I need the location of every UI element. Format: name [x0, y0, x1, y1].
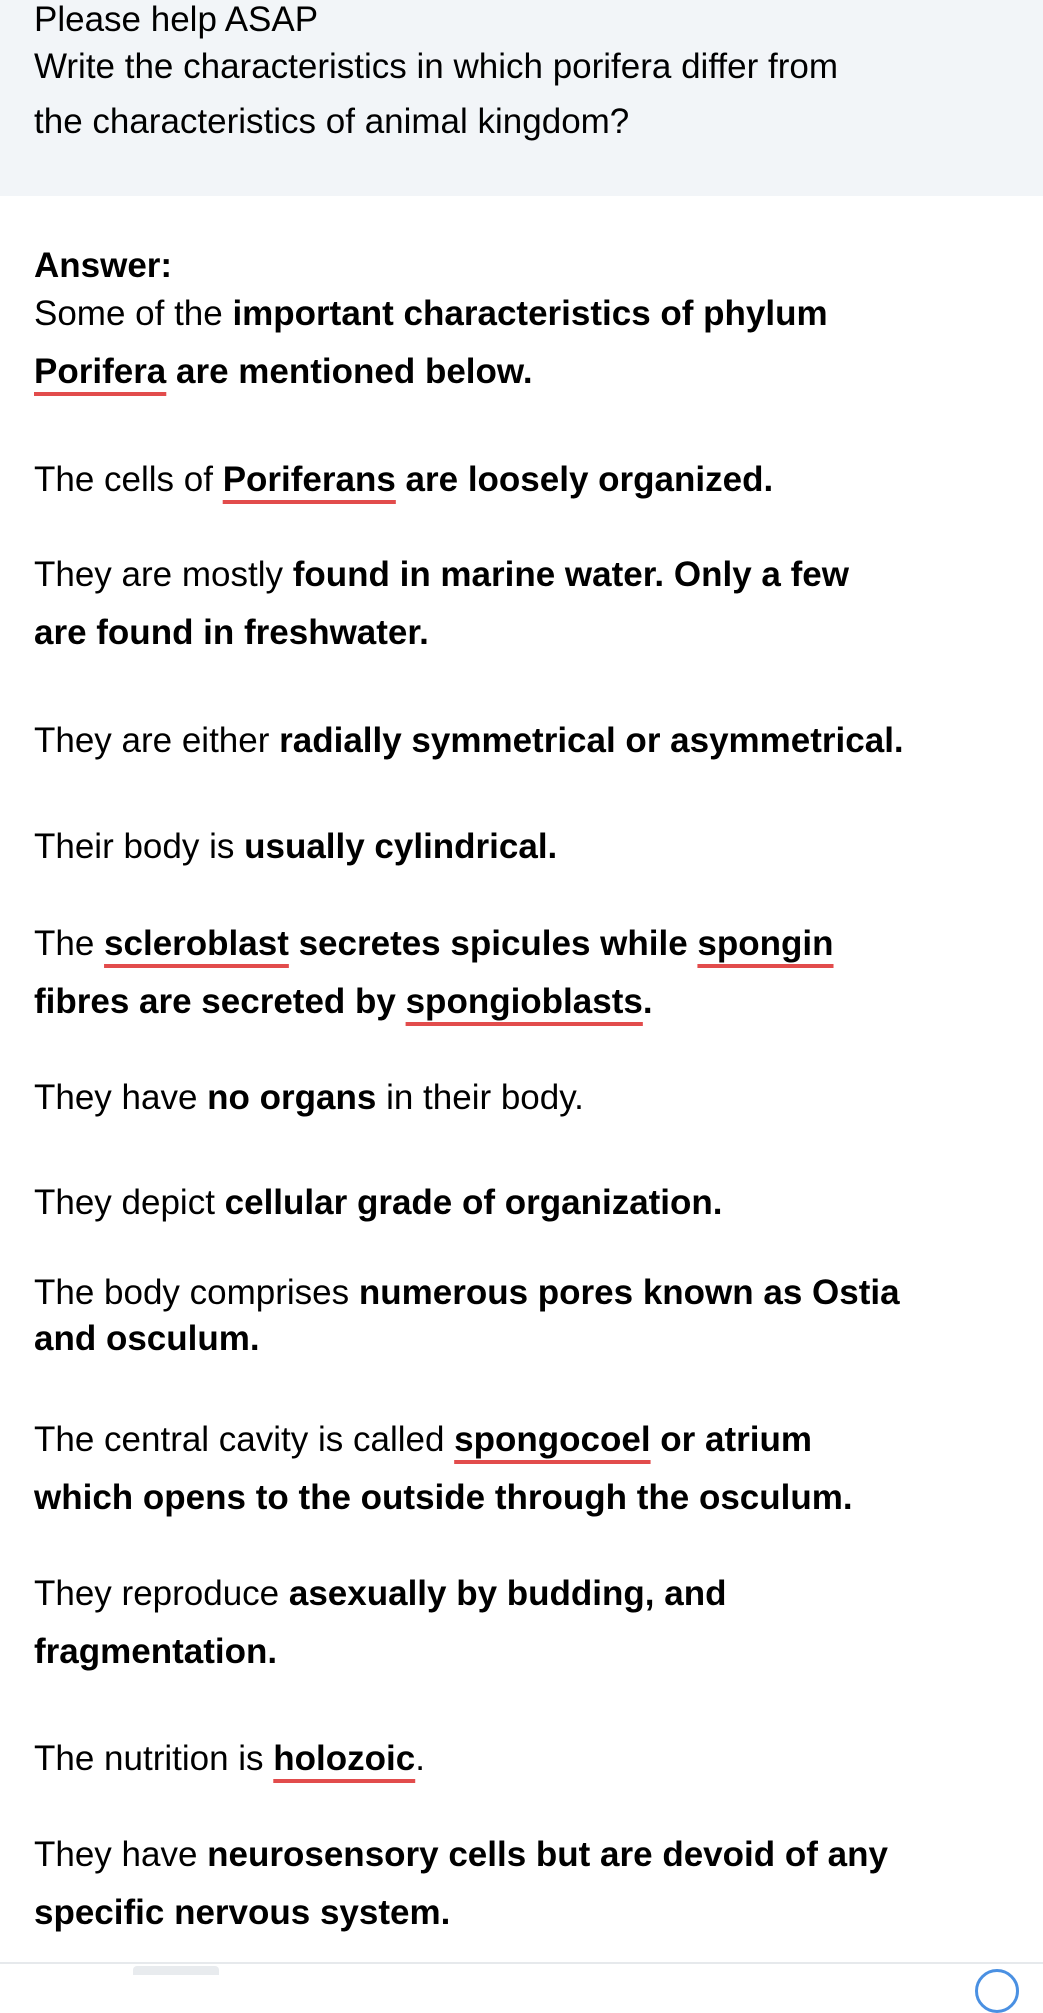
term-link-holozoic[interactable]: holozoic	[273, 1739, 416, 1778]
term-link-porifera[interactable]: Porifera	[34, 352, 167, 391]
answer-paragraph-nutrition	[34, 1730, 1034, 1788]
text-bold: are mentioned below.	[166, 352, 533, 391]
text: Some of the	[34, 294, 233, 333]
answer-paragraph-nervous-system	[34, 1826, 1034, 1942]
term-link-poriferans[interactable]: Poriferans	[222, 460, 396, 499]
text-bold: no organs	[207, 1078, 377, 1117]
text: The cells of	[34, 460, 223, 499]
bottom-divider	[0, 1962, 1043, 1964]
text: The body comprises	[34, 1273, 359, 1312]
answer-paragraph-organization	[34, 1174, 1034, 1232]
text: They depict	[34, 1183, 225, 1222]
answer-paragraph-body-shape	[34, 818, 1034, 876]
term-link-spongocoel[interactable]: spongocoel	[454, 1420, 651, 1459]
text-bold: which opens to the outside through the osculum.	[34, 1478, 853, 1517]
text: The	[34, 924, 105, 963]
text: .	[415, 1739, 425, 1778]
answer-paragraph-intro	[34, 285, 1034, 401]
term-link-scleroblast[interactable]: scleroblast	[104, 924, 289, 963]
question-text-line-1: Write the characteristics in which porifera differ from	[34, 47, 838, 86]
answer-paragraph-reproduction	[34, 1565, 1034, 1681]
text-bold: usually cylindrical.	[244, 827, 558, 866]
text-bold: cellular grade of organization.	[224, 1183, 723, 1222]
answer-paragraph-symmetry	[34, 712, 1034, 770]
bottom-tab-handle	[133, 1966, 219, 1975]
text: They have	[34, 1078, 208, 1117]
text-bold: secretes spicules while	[288, 924, 698, 963]
text-bold: found in marine water. Only a few	[292, 555, 849, 594]
answer-label: Answer:	[34, 246, 173, 285]
term-link-spongin[interactable]: spongin	[697, 924, 834, 963]
text: They are mostly	[34, 555, 293, 594]
answer-paragraph-habitat	[34, 546, 1034, 662]
text-bold: asexually by budding, and	[288, 1574, 727, 1613]
text: Their body is	[34, 827, 245, 866]
text-bold: .	[642, 982, 653, 1021]
answer-paragraph-spicules	[34, 915, 1034, 1031]
text-bold: or atrium	[650, 1420, 812, 1459]
answer-paragraph-organs	[34, 1069, 1034, 1127]
answer-paragraph-pores	[34, 1270, 1034, 1362]
text-bold: are found in freshwater.	[34, 613, 429, 652]
term-link-spongioblasts[interactable]: spongioblasts	[405, 982, 643, 1021]
text: in their body.	[376, 1078, 584, 1117]
text: They have	[34, 1835, 208, 1874]
answer-paragraph-cavity	[34, 1411, 1034, 1527]
text: The nutrition is	[34, 1739, 274, 1778]
text-bold: neurosensory cells but are devoid of any	[207, 1835, 888, 1874]
text-bold: and osculum.	[34, 1319, 260, 1358]
question-text-line-2: the characteristics of animal kingdom?	[34, 102, 630, 141]
circle-icon[interactable]	[975, 1969, 1019, 2013]
text-bold: fragmentation.	[34, 1632, 278, 1671]
text-bold: important characteristics of phylum	[232, 294, 828, 333]
text-bold: specific nervous system.	[34, 1893, 451, 1932]
text: They are either	[34, 721, 280, 760]
question-heading: Please help ASAP	[34, 0, 319, 39]
text-bold: numerous pores known as Ostia	[358, 1273, 900, 1312]
text: They reproduce	[34, 1574, 289, 1613]
text-bold: are loosely organized.	[395, 460, 774, 499]
text-bold: fibres are secreted by	[34, 982, 406, 1021]
question-panel	[0, 0, 1043, 196]
answer-paragraph-cells	[34, 451, 1034, 509]
text: The central cavity is called	[34, 1420, 455, 1459]
text-bold: radially symmetrical or asymmetrical.	[279, 721, 904, 760]
